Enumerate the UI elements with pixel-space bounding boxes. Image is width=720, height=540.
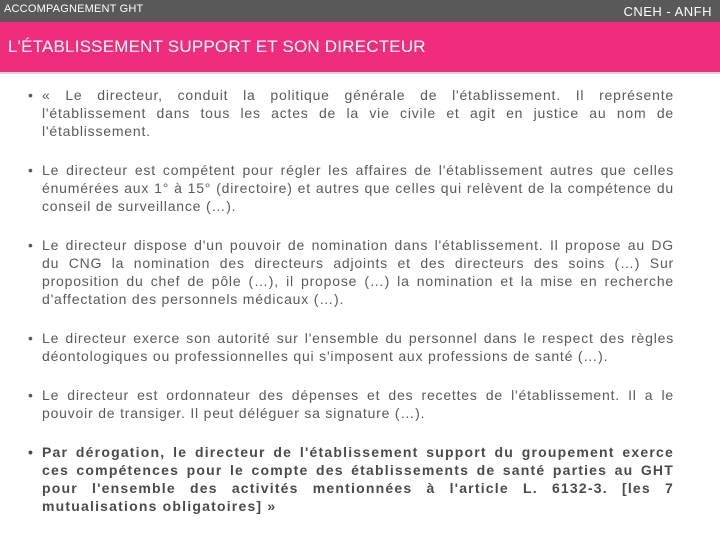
list-item [28, 329, 674, 365]
top-header-bar [0, 0, 720, 22]
bullet-marker: • [28, 330, 34, 346]
header-right-label: CNEH - ANFH [623, 4, 712, 19]
list-item [28, 386, 674, 422]
header-left-label: ACCOMPAGNEMENT GHT [4, 3, 144, 15]
bullet-marker: • [28, 387, 34, 403]
bullet-marker: • [28, 237, 34, 253]
list-item-text: Le directeur est ordonnateur des dépenses et des recettes de l'établissement. Il a le pouvoir de transiger. Il peut déléguer sa signature (…). [42, 387, 674, 421]
bullet-marker: • [28, 162, 34, 178]
list-item-text: « Le directeur, conduit la politique générale de l'établissement. Il représente l'établissement dans tous les actes de la vie civile et agit en justice au nom de l'établissement. [42, 87, 674, 139]
list-item-text: Le directeur exerce son autorité sur l'ensemble du personnel dans le respect des règles déontologiques ou professionnelles qui s'imposent aux professions de santé (…). [42, 330, 674, 364]
list-item [28, 86, 674, 140]
list-item [28, 161, 674, 215]
bullet-list [28, 86, 674, 536]
list-item [28, 236, 674, 308]
bullet-marker: • [28, 87, 34, 103]
list-item-text: Le directeur dispose d'un pouvoir de nomination dans l'établissement. Il propose au DG du CNG la nomination des directeurs adjoints et des directeurs des soins (…) Sur proposition du chef de pôle (…), il propose (…) la nomination et la mise en recherche d'affectation des personnels médicaux (…). [42, 237, 674, 307]
slide-title: L'ÉTABLISSEMENT SUPPORT ET SON DIRECTEUR [8, 37, 426, 56]
bullet-marker: • [28, 444, 35, 460]
list-item-text: Par dérogation, le directeur de l'établissement support du groupement exerce ces compétences pour le compte des établissements de santé parties au GHT pour l'ensemble des activités mentionnées à l'article L. 6132-3. [les 7 mutualisations obligatoires] » [42, 444, 674, 514]
list-item-text: Le directeur est compétent pour régler les affaires de l'établissement autres que celles énumérées aux 1° à 15° (directoire) et autres que celles qui relèvent de la compétence du conseil de surveillance (…). [42, 162, 674, 214]
title-banner [0, 22, 720, 74]
list-item-emphasized [28, 443, 674, 515]
